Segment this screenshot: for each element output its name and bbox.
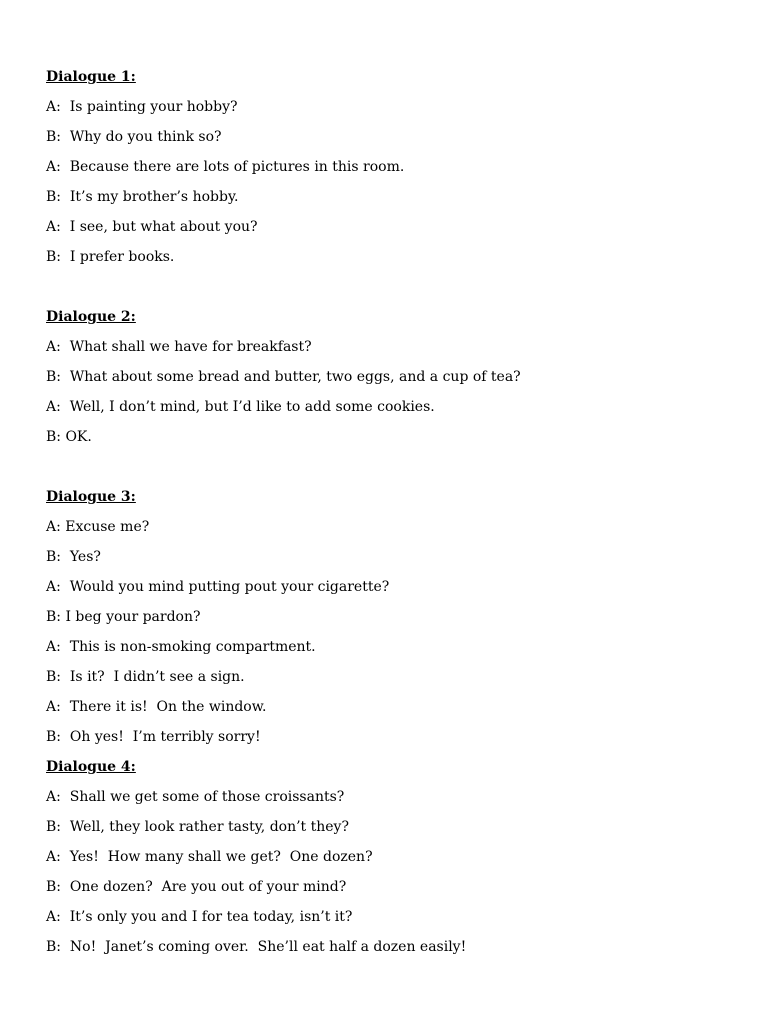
dialogue-line: A: Is painting your hobby? [46, 99, 238, 115]
dialogue-4 [46, 752, 736, 962]
document-page [46, 62, 736, 962]
dialogue-line: B: What about some bread and butter, two eggs, and a cup of tea? [46, 369, 521, 385]
dialogue-line: B: No! Janet’s coming over. She’ll eat half a dozen easily! [46, 939, 467, 955]
dialogue-line: B: Yes? [46, 549, 101, 565]
dialogue-line: A: It’s only you and I for tea today, isn’t it? [46, 909, 353, 925]
dialogue-line: B: Well, they look rather tasty, don’t they? [46, 819, 349, 835]
dialogue-line: A: Would you mind putting pout your cigarette? [46, 579, 390, 595]
dialogue-heading: Dialogue 3: [46, 489, 136, 505]
dialogue-line: B: Why do you think so? [46, 129, 222, 145]
dialogue-line: B: One dozen? Are you out of your mind? [46, 879, 347, 895]
dialogue-line: B: I prefer books. [46, 249, 175, 265]
dialogue-heading: Dialogue 2: [46, 309, 136, 325]
dialogue-line: A: Excuse me? [46, 519, 150, 535]
dialogue-line: A: Yes! How many shall we get? One dozen? [46, 849, 373, 865]
paragraph-spacer [46, 272, 736, 302]
dialogue-heading: Dialogue 1: [46, 69, 136, 85]
dialogue-line: B: Oh yes! I’m terribly sorry! [46, 729, 261, 745]
dialogue-line: B: I beg your pardon? [46, 609, 201, 625]
dialogue-line: B: It’s my brother’s hobby. [46, 189, 239, 205]
dialogue-line: A: What shall we have for breakfast? [46, 339, 312, 355]
dialogue-3 [46, 482, 736, 752]
dialogue-line: A: There it is! On the window. [46, 699, 267, 715]
dialogue-line: B: OK. [46, 429, 92, 445]
dialogue-heading: Dialogue 4: [46, 759, 136, 775]
dialogue-2 [46, 302, 736, 452]
dialogue-line: A: Shall we get some of those croissants? [46, 789, 345, 805]
dialogue-line: B: Is it? I didn’t see a sign. [46, 669, 245, 685]
paragraph-spacer [46, 452, 736, 482]
dialogue-line: A: I see, but what about you? [46, 219, 258, 235]
dialogue-1 [46, 62, 736, 272]
dialogue-line: A: This is non-smoking compartment. [46, 639, 316, 655]
dialogue-line: A: Because there are lots of pictures in this room. [46, 159, 405, 175]
dialogue-line: A: Well, I don’t mind, but I’d like to add some cookies. [46, 399, 435, 415]
